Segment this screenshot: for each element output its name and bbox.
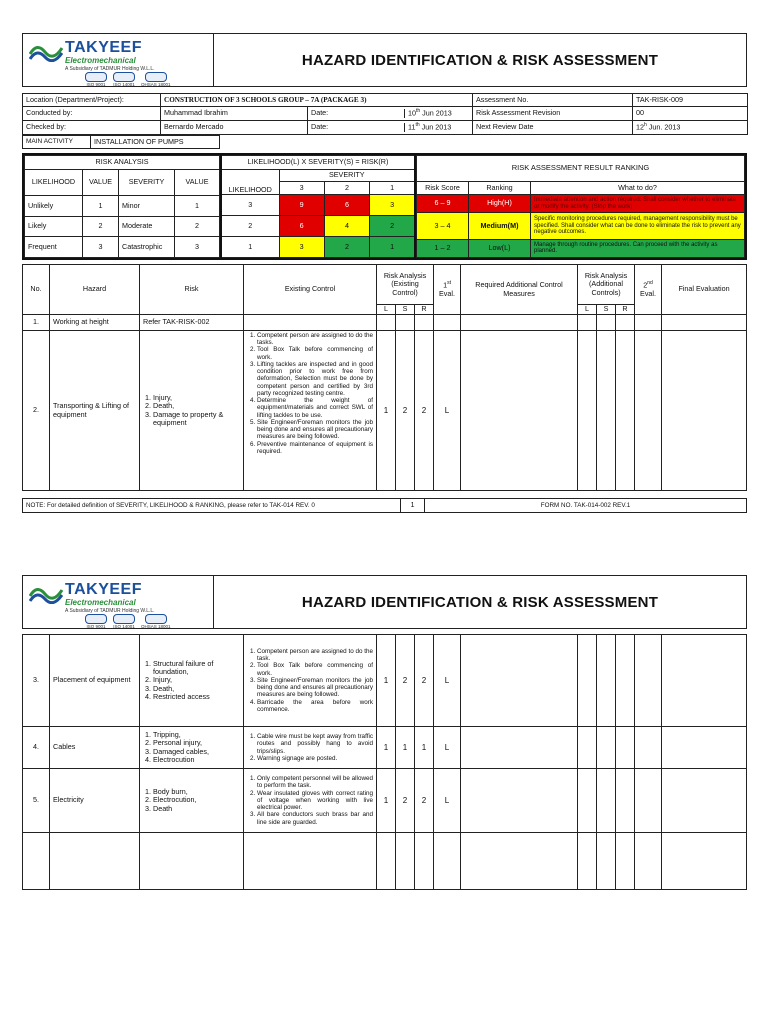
row-no: 2. [23, 331, 50, 491]
likelihood-severity-matrix [220, 155, 416, 258]
ranking-cell: Medium(M) [469, 213, 531, 240]
row-no: 3. [23, 635, 50, 727]
result-ranking-table [416, 155, 745, 258]
assessment-table [22, 264, 747, 491]
row-hazard: Transporting & Lifting of equipment [50, 331, 140, 491]
row-existing-control [244, 331, 377, 491]
list-item: 4. Barricade the area before work commence. [257, 699, 373, 713]
page-header [22, 575, 747, 629]
risk-cell: 6 [279, 216, 324, 237]
col-l: L [377, 305, 396, 315]
list-item: 1. Competent person are assigned to do the task. [257, 648, 373, 662]
list-item: 3. All bare conductors such brass bar and line side are guarded. [257, 811, 373, 825]
col-risk-analysis-existing: Risk Analysis (Existing Control) [377, 265, 434, 305]
logo-wave-icon [29, 582, 63, 604]
row-hazard: Working at height [50, 315, 140, 331]
row-risk: Refer TAK-RISK-002 [140, 315, 244, 331]
list-item: 3. Death [153, 805, 240, 813]
value-cell: 1 [175, 196, 220, 217]
row-l: 1 [377, 331, 396, 491]
likelihood-cell: Likely [25, 216, 83, 237]
list-item: 1. Competent person are assigned to do the tasks. [257, 332, 373, 346]
row-existing-control [244, 635, 377, 727]
ranking-cell: High(H) [469, 195, 531, 213]
severity-cell: Minor [119, 196, 175, 217]
row-no: 4. [23, 727, 50, 769]
risk-cell: 3 [279, 237, 324, 258]
row-s: 2 [396, 331, 415, 491]
row-s: 2 [396, 635, 415, 727]
severity-cell: Catastrophic [119, 237, 175, 258]
row-s: 1 [396, 727, 415, 769]
risk-cell: 2 [370, 216, 415, 237]
note-text: NOTE: For detailed definition of SEVERITY, LIKELIHOOD & RANKING, please refer to TAK-014 REV. 0 [23, 499, 401, 513]
col-risk-score: Risk Score [417, 182, 469, 195]
action-cell: Manage through routine procedures. Can proceed with the activity as planned. [531, 239, 745, 257]
assessment-table-continued [22, 634, 747, 890]
company-logo [23, 576, 214, 628]
footer-note [22, 498, 747, 513]
revision-label: Risk Assessment Revision [473, 107, 633, 121]
risk-cell: 2 [324, 237, 369, 258]
result-title: RISK ASSESSMENT RESULT RANKING [417, 156, 745, 182]
severity-col: 2 [324, 182, 369, 195]
risk-cell: 6 [324, 195, 369, 216]
list-item: 4. Restricted access [153, 693, 240, 701]
risk-cell: 3 [370, 195, 415, 216]
list-item: 1. Structural failure of foundation, [153, 660, 240, 677]
value-cell: 3 [83, 237, 119, 258]
logo-name: TAKYEEF [65, 581, 142, 598]
row-eval: L [434, 769, 461, 833]
list-item: 1. Only competent personnel will be allowed to perform the task. [257, 775, 373, 789]
severity-cell: Moderate [119, 216, 175, 237]
revision-value: 00 [633, 107, 748, 121]
list-item: 2. Wear insulated gloves with correct rating of voltage when working with live electrical power. [257, 790, 373, 812]
cert-badge: ISO 9001 [85, 614, 107, 629]
table-row [23, 833, 747, 890]
cert-badge: OHSAS 18001 [141, 614, 171, 629]
col-risk-analysis-additional: Risk Analysis (Additional Controls) [578, 265, 635, 305]
list-item: 3. Site Engineer/Foreman monitors the job being done and ensures all precautionary measures are being followed. [257, 677, 373, 699]
review-date: 12$^h$ Jun. 2013 [633, 121, 748, 135]
col-likelihood: LIKELIHOOD [25, 170, 83, 196]
list-item: 3. Death, [153, 685, 240, 693]
row-existing-control [244, 727, 377, 769]
list-item: 5. Site Engineer/Foreman monitors the job being done and ensures all precautionary measures are being followed. [257, 419, 373, 441]
page-number: 1 [401, 499, 425, 513]
checked-value: Bernardo Mercado [161, 121, 308, 135]
list-item: 3. Lifting tackles are inspected and in good condition prior to work free from deformation, Selection must be done by competent person and certified by 3rd party recognized testing centre. [257, 361, 373, 397]
assessment-no-label: Assessment No. [473, 94, 633, 107]
table-row [23, 315, 747, 331]
row-hazard: Placement of equipment [50, 635, 140, 727]
likelihood-value: 3 [221, 195, 279, 216]
row-r: 2 [415, 635, 434, 727]
risk-analysis-table [24, 155, 220, 258]
table-row [23, 769, 747, 833]
logo-tagline: A Subsidiary of TADMUR Holding W.L.L. [65, 608, 155, 614]
risk-score-cell: 3 – 4 [417, 213, 469, 240]
col-r: R [415, 305, 434, 315]
row-l: 1 [377, 769, 396, 833]
col-value: VALUE [175, 170, 220, 196]
form-number: FORM NO. TAK-014-002 REV.1 [425, 499, 747, 513]
likelihood-value: 1 [221, 237, 279, 258]
col-required-measures: Required Additional Control Measures [461, 265, 578, 315]
col-what-to-do: What to do? [531, 182, 745, 195]
table-row [23, 635, 747, 727]
cert-badge: ISO 9001 [85, 72, 107, 87]
assessment-no-value: TAK-RISK-009 [633, 94, 748, 107]
col-value: VALUE [83, 170, 119, 196]
page-two [22, 575, 747, 890]
list-item: 2. Tool Box Talk before commencing of work. [257, 662, 373, 676]
cert-badge: ISO 14001 [113, 614, 135, 629]
risk-score-cell: 1 – 2 [417, 239, 469, 257]
page-title: HAZARD IDENTIFICATION & RISK ASSESSMENT [301, 51, 659, 69]
col-first-eval: 1st Eval. [434, 265, 461, 315]
list-item: 3. Damaged cables, [153, 748, 240, 756]
row-l: 1 [377, 727, 396, 769]
list-item: 1. Cable wire must be kept away from traffic routes and possibly hang to avoid trips/slips. [257, 733, 373, 755]
risk-analysis-title: RISK ANALYSIS [25, 156, 220, 170]
list-item: 2. Warning signage are posted. [257, 755, 373, 762]
list-item: 1. Tripping, [153, 731, 240, 739]
likelihood-value: 2 [221, 216, 279, 237]
col-ranking: Ranking [469, 182, 531, 195]
list-item: 2. Tool Box Talk before commencing of work. [257, 346, 373, 360]
row-risk [140, 769, 244, 833]
likelihood-cell: Frequent [25, 237, 83, 258]
conducted-value: Muhammad Ibrahim [161, 107, 308, 121]
row-s: 2 [396, 769, 415, 833]
value-cell: 2 [83, 216, 119, 237]
list-item: 2. Death, [153, 402, 240, 410]
logo-subtitle: Electromechanical [65, 56, 136, 65]
row-l: 1 [377, 635, 396, 727]
col-s: S [597, 305, 616, 315]
severity-col: 3 [279, 182, 324, 195]
main-activity-value: INSTALLATION OF PUMPS [91, 136, 220, 149]
page-header [22, 33, 747, 87]
review-label: Next Review Date [473, 121, 633, 135]
row-r: 2 [415, 769, 434, 833]
location-value: CONSTRUCTION OF 3 SCHOOLS GROUP – 7A (PACKAGE 3) [161, 94, 473, 107]
col-hazard: Hazard [50, 265, 140, 315]
list-item: 4. Determine the weight of equipment/materials and correct SWL of lifting tackles to be use. [257, 397, 373, 419]
col-existing-control: Existing Control [244, 265, 377, 315]
value-cell: 2 [175, 216, 220, 237]
risk-matrix [22, 153, 747, 260]
logo-wave-icon [29, 40, 63, 62]
severity-header: SEVERITY [279, 170, 415, 182]
col-likelihood: LIKELIHOOD [221, 170, 279, 195]
row-eval: L [434, 727, 461, 769]
info-table [22, 93, 748, 135]
list-item: 1. Body burn, [153, 788, 240, 796]
main-activity-label: MAIN ACTIVITY [23, 136, 91, 149]
col-second-eval: 2nd Eval. [635, 265, 662, 315]
cert-badge: OHSAS 18001 [141, 72, 171, 87]
logo-name: TAKYEEF [65, 39, 142, 56]
col-s: S [396, 305, 415, 315]
row-eval: L [434, 635, 461, 727]
action-cell: Immediate attention and action required. Shall consider whether to eliminate or modify the activity. (Stop the work) [531, 195, 745, 213]
main-activity-table [22, 135, 220, 149]
list-item: 6. Preventive maintenance of equipment is required. [257, 441, 373, 455]
matrix-title: LIKELIHOOD(L) X SEVERITY(S) = RISK(R) [221, 156, 415, 170]
conducted-label: Conducted by: [23, 107, 161, 121]
row-risk [140, 635, 244, 727]
col-final-evaluation: Final Evaluation [662, 265, 747, 315]
col-risk: Risk [140, 265, 244, 315]
value-cell: 1 [83, 196, 119, 217]
certification-badges [85, 614, 171, 629]
row-eval: L [434, 331, 461, 491]
table-row [23, 727, 747, 769]
date-label: Date: [308, 109, 405, 118]
date-label: Date: [308, 123, 405, 132]
page-title: HAZARD IDENTIFICATION & RISK ASSESSMENT [301, 593, 659, 611]
ranking-cell: Low(L) [469, 239, 531, 257]
likelihood-cell: Unlikely [25, 196, 83, 217]
row-r: 1 [415, 727, 434, 769]
risk-cell: 9 [279, 195, 324, 216]
list-item: 1. Injury, [153, 394, 240, 402]
col-severity: SEVERITY [119, 170, 175, 196]
row-risk [140, 727, 244, 769]
row-r: 2 [415, 331, 434, 491]
col-r: R [616, 305, 635, 315]
list-item: 2. Personal injury, [153, 739, 240, 747]
row-hazard: Electricity [50, 769, 140, 833]
table-row [23, 331, 747, 491]
risk-cell: 4 [324, 216, 369, 237]
checked-date: 11th Jun 2013 [408, 122, 452, 132]
company-logo [23, 34, 214, 86]
certification-badges [85, 72, 171, 87]
row-hazard: Cables [50, 727, 140, 769]
row-no: 1. [23, 315, 50, 331]
list-item: 4. Electrocution [153, 756, 240, 764]
list-item: 2. Electrocution, [153, 796, 240, 804]
checked-label: Checked by: [23, 121, 161, 135]
value-cell: 3 [175, 237, 220, 258]
cert-badge: ISO 14001 [113, 72, 135, 87]
row-existing-control [244, 769, 377, 833]
severity-col: 1 [370, 182, 415, 195]
risk-score-cell: 6 – 9 [417, 195, 469, 213]
col-no: No. [23, 265, 50, 315]
location-label: Location (Department/Project): [23, 94, 161, 107]
page-one [22, 33, 747, 513]
conducted-date: 10th Jun 2013 [408, 108, 452, 118]
list-item: 2. Injury, [153, 676, 240, 684]
risk-cell: 1 [370, 237, 415, 258]
list-item: 3. Damage to property & equipment [153, 411, 240, 428]
logo-subtitle: Electromechanical [65, 598, 136, 607]
row-no: 5. [23, 769, 50, 833]
logo-tagline: A Subsidiary of TADMUR Holding W.L.L. [65, 66, 155, 72]
row-risk [140, 331, 244, 491]
col-l: L [578, 305, 597, 315]
action-cell: Specific monitoring procedures required, management responsibility must be specified. Shall consider what can be done to eliminate the risk to prevent any negative outcomes. [531, 213, 745, 240]
